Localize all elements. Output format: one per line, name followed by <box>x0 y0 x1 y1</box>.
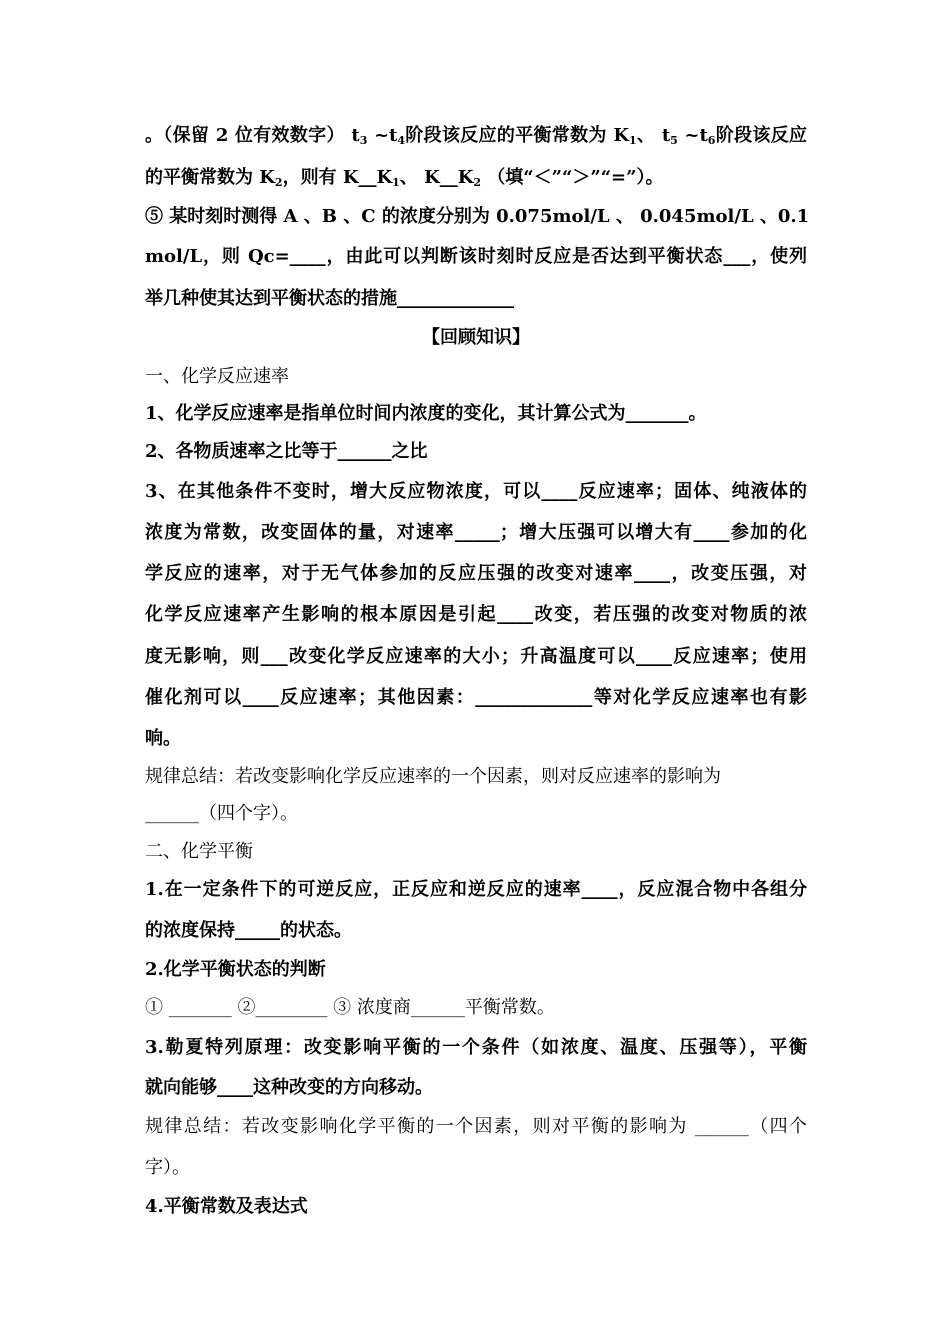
text-line-14: 度无影响，则___改变化学反应速率的大小；升高温度可以____反应速率；使用 <box>145 646 807 667</box>
section-heading-review: 【回顾知识】 <box>422 327 530 348</box>
text-line-22: 2.化学平衡状态的判断 <box>145 959 326 980</box>
text-line-17: 规律总结：若改变影响化学反应速率的一个因素，则对反应速率的影响为 <box>145 766 721 787</box>
text-line-24: 3.勒夏特列原理：改变影响平衡的一个条件（如浓度、温度、压强等），平衡 <box>145 1037 807 1058</box>
text-line-12: 学反应的速率，对于无气体参加的反应压强的改变对速率____，改变压强，对 <box>145 563 807 584</box>
text-line-25: 就向能够____这种改变的方向移动。 <box>145 1077 433 1098</box>
text-line-21: 的浓度保持_____的状态。 <box>145 920 352 941</box>
text-line-10: 3、在其他条件不变时，增大反应物浓度，可以____反应速率；固体、纯液体的 <box>145 481 807 502</box>
section-title-reaction-rate: 一、化学反应速率 <box>145 366 289 387</box>
text-line-18: ______（四个字）。 <box>145 803 298 824</box>
text-line-1: 。（保留 2 位有效数字） $t_3$ $\sim t_4$阶段该反应的平衡常数为 $K_1$、 $t_5$ $\sim t_6$阶段该反应 <box>145 125 808 147</box>
section-title-equilibrium: 二、化学平衡 <box>145 841 253 862</box>
text-line-9: 2、各物质速率之比等于______之比 <box>145 441 428 462</box>
text-line-23: ① _______ ②________ ③ 浓度商______平衡常数。 <box>145 997 555 1018</box>
text-line-5: 举几种使其达到平衡状态的措施_____________ <box>145 288 514 309</box>
text-line-3: ⑤ 某时刻时测得 A 、B 、C 的浓度分别为 0.075mol/L 、 0.045mol/L 、0.1 <box>145 206 810 227</box>
text-line-28: 4.平衡常数及表达式 <box>145 1196 308 1217</box>
text-line-11: 浓度为常数，改变固体的量，对速率_____；增大压强可以增大有____参加的化 <box>145 522 807 543</box>
text-line-8: 1、化学反应速率是指单位时间内浓度的变化，其计算公式为_______。 <box>145 403 707 424</box>
text-line-15: 催化剂可以____反应速率；其他因素：_____________等对化学反应速率也有影 <box>145 687 807 708</box>
text-line-4: mol/L，则 Qc=____，由此可以判断该时刻时反应是否达到平衡状态___，使列 <box>145 246 807 267</box>
text-line-2: 的平衡常数为 $K_2$，则有 $K\_\_K_1$、 $K\_\_K_2$ （填“＜”“＞”“=”）。 <box>145 167 664 189</box>
text-line-20: 1.在一定条件下的可逆反应，正反应和逆反应的速率____，反应混合物中各组分 <box>145 879 807 900</box>
text-line-13: 化学反应速率产生影响的根本原因是引起____改变，若压强的改变对物质的浓 <box>145 604 807 625</box>
text-line-27: 字）。 <box>145 1157 190 1178</box>
text-line-16: 响。 <box>145 728 181 749</box>
text-line-26: 规律总结：若改变影响化学平衡的一个因素，则对平衡的影响为 ______（四个 <box>145 1116 807 1137</box>
